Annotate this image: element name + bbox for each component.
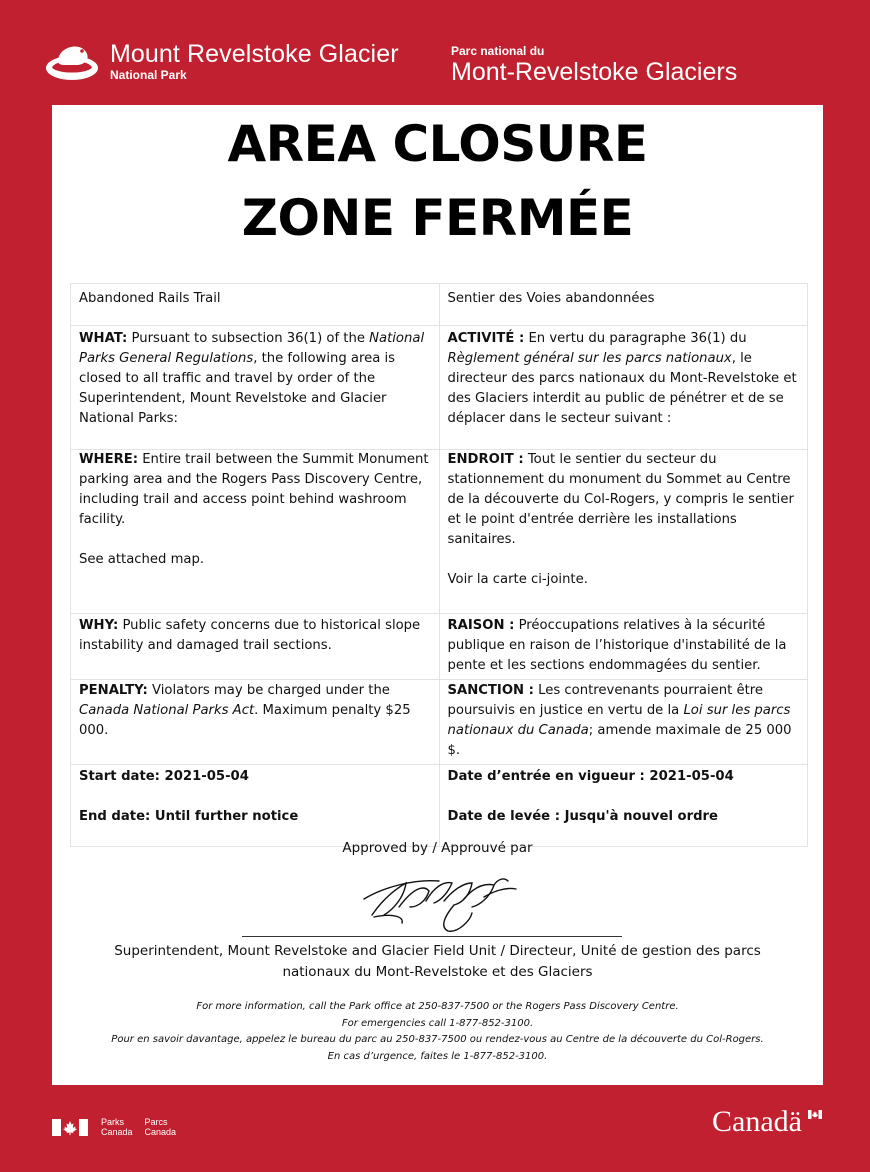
table-row-penalty xyxy=(71,680,808,765)
dates-cell-en xyxy=(71,765,440,847)
what-cell-fr xyxy=(439,326,808,450)
parks-canada-en xyxy=(101,1117,133,1137)
park-type-en: National Park xyxy=(110,68,187,82)
penalty-label-en: PENALTY: xyxy=(79,683,148,698)
what-cell-en xyxy=(71,326,440,450)
penalty-text-en-2: . Maximum penalty $25 000. xyxy=(79,703,411,738)
park-name-french xyxy=(451,44,737,86)
parcs-label: Parcs xyxy=(144,1117,168,1127)
why-text-fr: Préoccupations relatives à la sécurité publique en raison de l’historique d'instabilité de la pente et les sections endommagées du sentier. xyxy=(447,618,787,673)
info-line-en-1: For more information, call the Park office at 250-837-7500 or the Rogers Pass Discovery Centre. xyxy=(196,1001,679,1012)
table-row-trail xyxy=(71,284,808,326)
where-label-fr: ENDROIT : xyxy=(447,452,524,467)
info-line-fr-1: Pour en savoir davantage, appelez le bureau du parc au 250-837-7500 ou rendez-vous au Centre de la découverte du Col-Rogers. xyxy=(111,1034,764,1045)
end-date-fr: Date de levée : Jusqu'à nouvel ordre xyxy=(447,809,719,824)
title-english: AREA CLOSURE xyxy=(227,115,648,173)
closure-notice-sheet xyxy=(52,105,823,1085)
what-text-en-1: Pursuant to subsection 36(1) of the xyxy=(127,331,370,346)
why-cell-en xyxy=(71,614,440,680)
where-text-en: Entire trail between the Summit Monument parking area and the Rogers Pass Discovery Centre, including trail and access point behind washroom facility. xyxy=(79,452,429,527)
canada-flag-icon xyxy=(52,1119,88,1136)
closure-details-table xyxy=(70,283,808,847)
canada-wordmark-flag-icon xyxy=(808,1110,822,1119)
canada-label-fr: Canada xyxy=(144,1127,177,1137)
where-text-fr: Tout le sentier du secteur du stationnement du monument du Sommet au Centre de la découverte du Col-Rogers, y compris le sentier et le point d'entrée derrière les installations sanitaires. xyxy=(447,452,794,547)
table-row-where xyxy=(71,450,808,614)
parcs-canada-fr xyxy=(145,1117,177,1137)
what-text-fr-2: , le directeur des parcs nationaux du Mont-Revelstoke et des Glaciers interdit au public de pénétrer et de se déplacer dans le secteur suivant : xyxy=(447,351,797,426)
info-line-en-2: For emergencies call 1-877-852-3100. xyxy=(341,1017,534,1029)
parks-label: Parks xyxy=(101,1117,125,1127)
table-row-why xyxy=(71,614,808,680)
penalty-label-fr: SANCTION : xyxy=(447,683,534,698)
contact-information xyxy=(52,999,823,1065)
canada-label-en: Canada xyxy=(101,1127,133,1137)
parks-canada-wordmark xyxy=(101,1117,176,1137)
trail-name-fr: Sentier des Voies abandonnées xyxy=(439,284,808,326)
what-text-en-2: , the following area is closed to all traffic and travel by order of the Superintendent, Mount Revelstoke and Glacier National Parks: xyxy=(79,351,396,426)
superintendent-title: Superintendent, Mount Revelstoke and Glacier Field Unit / Directeur, Unité de gestion des parcs nationaux du Mont-Revelstoke et des Glaciers xyxy=(114,943,761,980)
penalty-text-fr-1: Les contrevenants pourraient être poursuivis en justice en vertu de la xyxy=(447,683,763,718)
beaver-logo-icon xyxy=(44,38,100,84)
start-date-en: Start date: 2021-05-04 xyxy=(79,769,249,784)
where-cell-fr xyxy=(439,450,808,614)
park-name-english xyxy=(110,40,399,82)
signature-graphic xyxy=(344,857,534,937)
regulations-title-en: National Parks General Regulations xyxy=(79,331,425,366)
canada-wordmark: Canadä xyxy=(712,1105,802,1138)
approved-by-label: Approved by / Approuvé par xyxy=(342,840,533,856)
what-label-en: WHAT: xyxy=(79,331,128,346)
why-label-en: WHY: xyxy=(79,618,119,633)
table-row-what xyxy=(71,326,808,450)
why-cell-fr xyxy=(439,614,808,680)
trail-name-en: Abandoned Rails Trail xyxy=(71,284,440,326)
what-text-fr-1: En vertu du paragraphe 36(1) du xyxy=(524,331,747,346)
what-label-fr: ACTIVITÉ : xyxy=(447,331,525,346)
end-date-en: End date: Until further notice xyxy=(79,809,299,824)
park-header xyxy=(0,0,870,105)
why-label-fr: RAISON : xyxy=(447,618,515,633)
where-label-en: WHERE: xyxy=(79,452,139,467)
regulations-title-fr: Règlement général sur les parcs nationaux xyxy=(447,351,732,366)
dates-cell-fr xyxy=(439,765,808,847)
penalty-text-en-1: Violators may be charged under the xyxy=(147,683,390,698)
park-type-fr: Parc national du xyxy=(451,44,545,58)
penalty-text-fr-2: ; amende maximale de 25 000 $. xyxy=(447,723,792,758)
act-title-en: Canada National Parks Act xyxy=(79,703,255,718)
penalty-cell-en xyxy=(71,680,440,765)
table-row-dates xyxy=(71,765,808,847)
map-note-fr: Voir la carte ci-jointe. xyxy=(447,572,588,587)
penalty-cell-fr xyxy=(439,680,808,765)
map-note-en: See attached map. xyxy=(79,552,205,567)
title-french: ZONE FERMÉE xyxy=(241,189,634,247)
park-name-fr: Mont-Revelstoke Glaciers xyxy=(451,58,738,86)
park-name-en: Mount Revelstoke Glacier xyxy=(110,40,399,68)
info-line-fr-2: En cas d’urgence, faites le 1-877-852-3100. xyxy=(327,1050,548,1062)
signature-line xyxy=(242,936,622,937)
why-text-en: Public safety concerns due to historical slope instability and damaged trail sections. xyxy=(79,618,421,653)
where-cell-en xyxy=(71,450,440,614)
start-date-fr: Date d’entrée en vigueur : 2021-05-04 xyxy=(447,769,734,784)
act-title-fr: Loi sur les parcs nationaux du Canada xyxy=(447,703,791,738)
